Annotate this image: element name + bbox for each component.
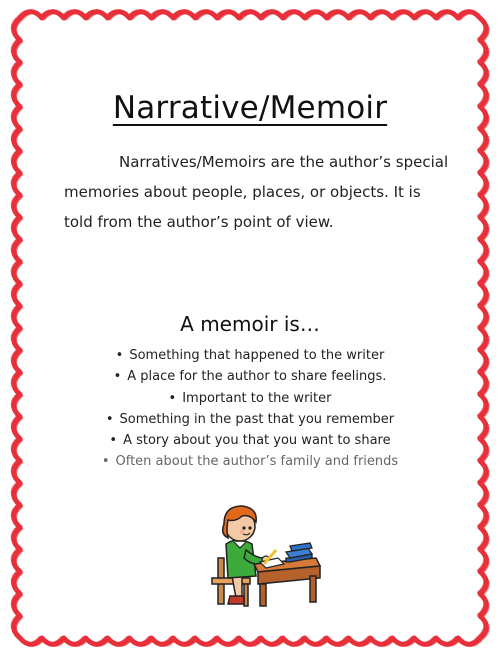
list-item-text: Something in the past that you remember: [119, 411, 395, 427]
list-item-text: Important to the writer: [182, 390, 332, 406]
books: [286, 543, 312, 562]
list-item-text: A place for the author to share feelings.: [127, 369, 387, 385]
list-item: [40, 409, 460, 430]
definition-paragraph: Narratives/Memoirs are the author’s special memories about people, places, or objects. It is told from the author’s point of view.: [64, 153, 449, 231]
bullet: •: [115, 348, 124, 363]
head: [223, 506, 257, 541]
bullet: •: [101, 454, 110, 470]
bullet: •: [105, 411, 114, 427]
list-item: [40, 451, 460, 472]
list-item-text: A story about you that you want to share: [123, 433, 391, 449]
bullet: •: [109, 433, 118, 449]
memoir-characteristics-list: [40, 345, 460, 473]
list-item: [40, 345, 460, 366]
bullet: •: [168, 390, 177, 406]
list-item-text: Something that happened to the writer: [129, 348, 385, 363]
list-item: [40, 366, 460, 387]
girl-writing-illustration: [198, 486, 324, 612]
page-title: Narrative/Memoir: [112, 90, 388, 126]
list-item: [40, 430, 460, 451]
list-heading: A memoir is…: [180, 312, 320, 336]
list-item-text: Often about the author’s family and friends: [115, 454, 399, 470]
list-item: [40, 388, 460, 409]
bullet: •: [113, 369, 122, 385]
